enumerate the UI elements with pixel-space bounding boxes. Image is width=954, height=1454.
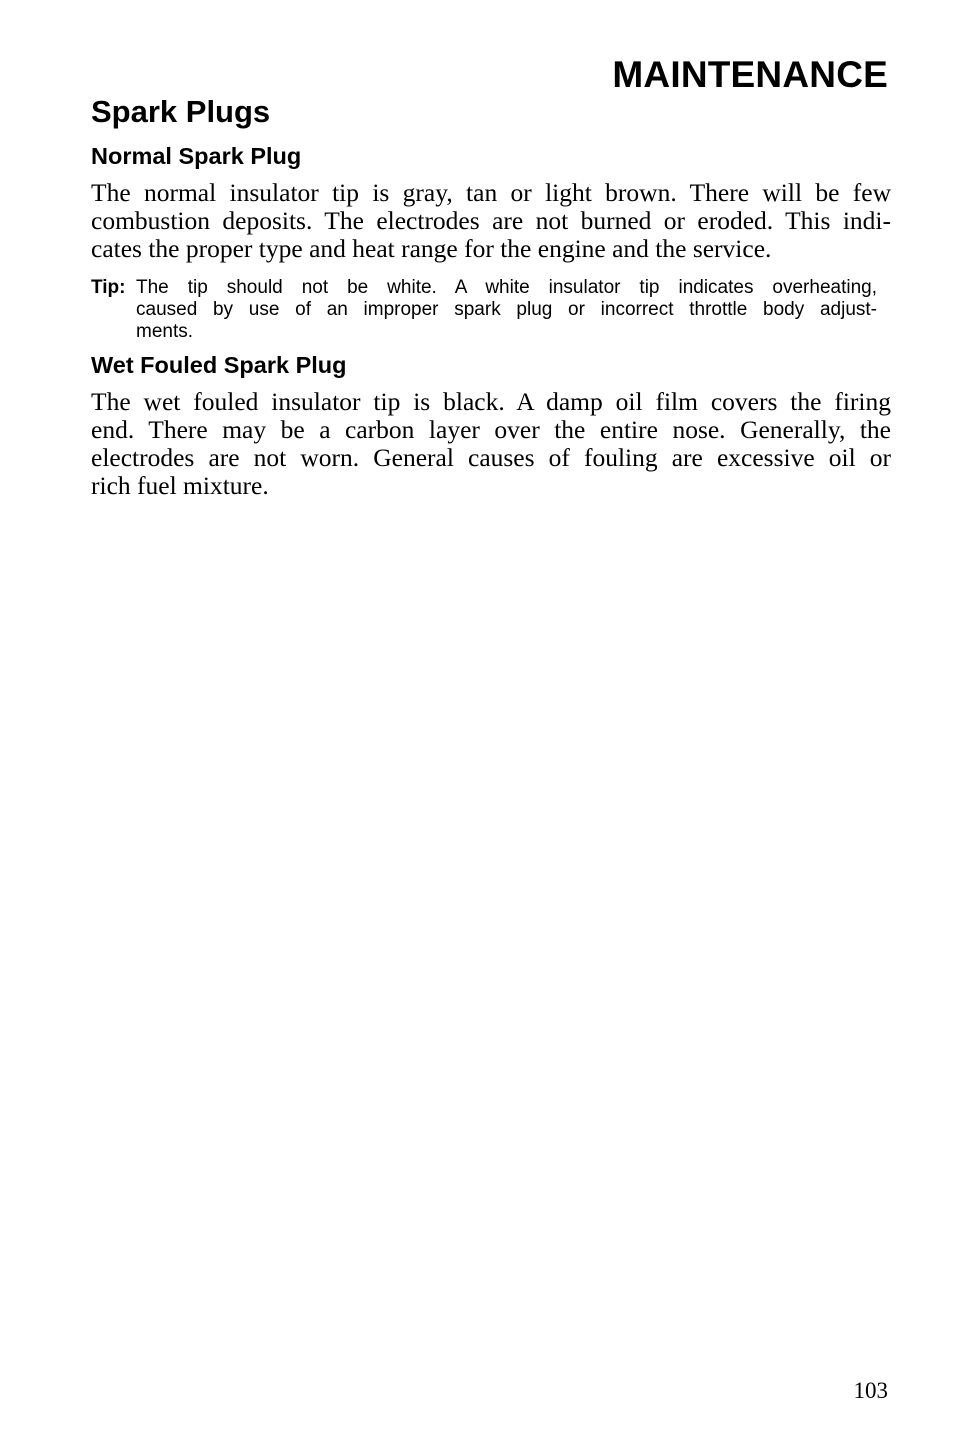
paragraph-line: The wet fouled insulator tip is black. A damp oil film covers the firing xyxy=(91,387,891,416)
tip-line: The tip should not be white. A white insulator tip indicates overheating, xyxy=(136,277,877,298)
tip-label: Tip: xyxy=(91,277,126,298)
normal-spark-plug-heading: Normal Spark Plug xyxy=(91,143,302,169)
page-content xyxy=(91,92,891,500)
section-title: Spark Plugs xyxy=(91,94,271,129)
page-number: 103 xyxy=(853,1378,888,1403)
wet-fouled-paragraph xyxy=(91,388,891,500)
tip-line: ments. xyxy=(136,321,194,342)
paragraph-line: rich fuel mixture. xyxy=(91,471,269,500)
wet-fouled-spark-plug-heading: Wet Fouled Spark Plug xyxy=(91,352,347,378)
chapter-heading: MAINTENANCE xyxy=(612,54,888,95)
tip-line: caused by use of an improper spark plug or incorrect throttle body adjust- xyxy=(136,299,877,320)
paragraph-line: cates the proper type and heat range for the engine and the service. xyxy=(91,234,772,263)
paragraph-line: end. There may be a carbon layer over the entire nose. Generally, the xyxy=(91,415,891,444)
paragraph-line: combustion deposits. The electrodes are not burned or eroded. This indi- xyxy=(91,206,891,235)
paragraph-line: electrodes are not worn. General causes of fouling are excessive oil or xyxy=(91,443,891,472)
paragraph-line: The normal insulator tip is gray, tan or light brown. There will be few xyxy=(91,178,891,207)
tip-text xyxy=(136,277,891,343)
tip-note xyxy=(91,277,891,343)
normal-spark-plug-paragraph xyxy=(91,179,891,263)
